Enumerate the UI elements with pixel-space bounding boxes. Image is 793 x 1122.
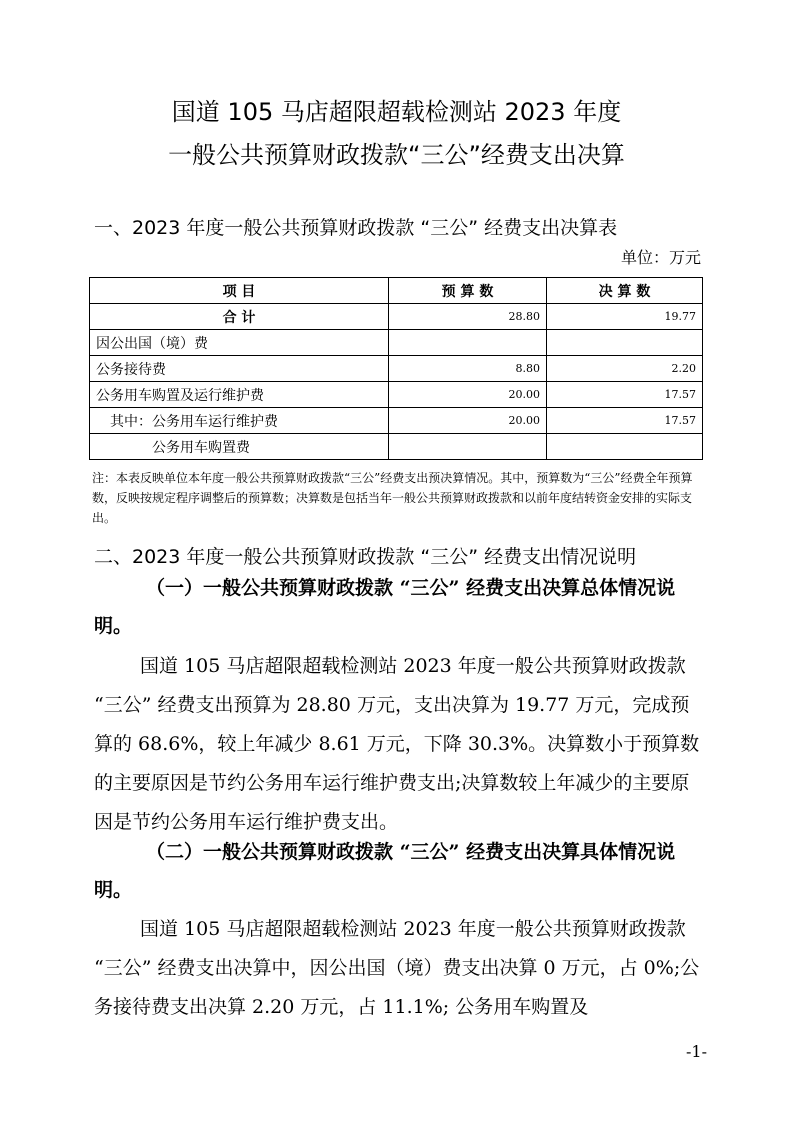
- table-row: [90, 330, 703, 356]
- table-note: 注：本表反映单位本年度一般公共预算财政拨款“三公”经费支出预决算情况。其中，预算数为“三公”经费全年预算数，反映按规定程序调整后的预算数；决算数是包括当年一般公共预算财政拨款和以前年度结转资金安排的实际支出。: [92, 471, 693, 525]
- section2-heading: 二、2023 年度一般公共预算财政拨款 “三公” 经费支出情况说明: [94, 546, 637, 568]
- row-budget: [389, 330, 547, 356]
- row-budget: 8.80: [389, 356, 547, 382]
- row-actual: [547, 330, 703, 356]
- row-label: 公务用车购置及运行维护费: [90, 382, 389, 408]
- subsection2-heading: （二）一般公共预算财政拨款 “三公” 经费支出决算具体情况说明。: [94, 841, 676, 901]
- table-row: [90, 382, 703, 408]
- unit-label: 单位：万元: [620, 248, 701, 267]
- paragraph-2: 国道 105 马店超限超载检测站 2023 年度一般公共预算财政拨款 “三公” 经费支出决算中，因公出国（境）费支出决算 0 万元，占 0%;公务接待费支出决算 2.20 万元，占 11.1%; 公务用车购置及: [94, 918, 700, 1018]
- row-actual: 19.77: [547, 304, 703, 330]
- header-budget: 预 算 数: [389, 278, 547, 304]
- table-row-total: [90, 304, 703, 330]
- row-label: 公务用车购置费: [90, 434, 389, 460]
- table-header-row: [90, 278, 703, 304]
- paragraph-1: 国道 105 马店超限超载检测站 2023 年度一般公共预算财政拨款 “三公” 经费支出预算为 28.80 万元，支出决算为 19.77 万元，完成预算的 68.6%，较上年减少 8.61 万元，下降 30.3%。决算数小于预算数的主要原因是节约公务用车运行维护费支出;决算数较上年减少的主要原因是节约公务用车运行维护费支出。: [94, 655, 700, 833]
- row-budget: 20.00: [389, 408, 547, 434]
- table-row: [90, 408, 703, 434]
- row-label: 合 计: [90, 304, 389, 330]
- row-actual: 17.57: [547, 408, 703, 434]
- doc-title-line1: 国道 105 马店超限超载检测站 2023 年度: [171, 98, 622, 126]
- row-budget: 28.80: [389, 304, 547, 330]
- row-actual: 17.57: [547, 382, 703, 408]
- subsection1-heading: （一）一般公共预算财政拨款 “三公” 经费支出决算总体情况说明。: [94, 577, 676, 637]
- row-budget: 20.00: [389, 382, 547, 408]
- row-label: 其中：公务用车运行维护费: [90, 408, 389, 434]
- row-label: 公务接待费: [90, 356, 389, 382]
- row-budget: [389, 434, 547, 460]
- budget-table: [89, 277, 703, 460]
- page-number: -1-: [686, 1042, 707, 1061]
- row-actual: 2.20: [547, 356, 703, 382]
- section1-heading: 一、2023 年度一般公共预算财政拨款 “三公” 经费支出决算表: [94, 217, 618, 239]
- header-item: 项 目: [90, 278, 389, 304]
- table-row: [90, 356, 703, 382]
- header-actual: 决 算 数: [547, 278, 703, 304]
- doc-title-line2: 一般公共预算财政拨款“三公”经费支出决算: [168, 141, 625, 169]
- row-actual: [547, 434, 703, 460]
- row-label: 因公出国（境）费: [90, 330, 389, 356]
- table-row: [90, 434, 703, 460]
